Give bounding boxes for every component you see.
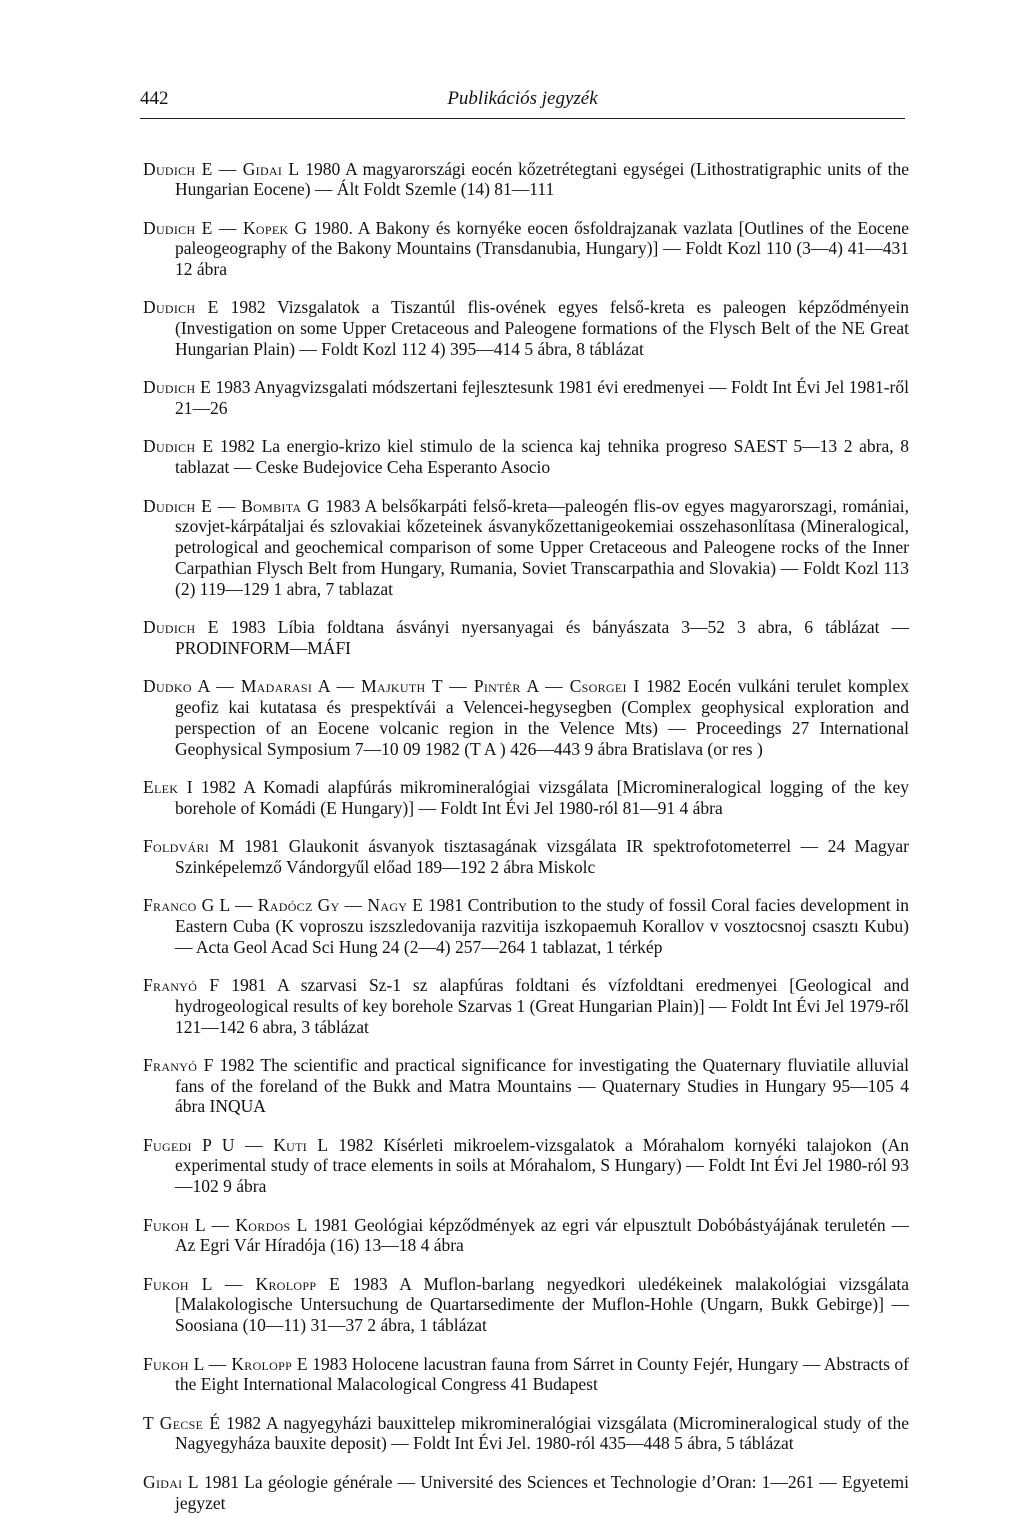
entry-text: 1982 Vizsgalatok a Tiszantúl flis-ovének egyes felső-kreta es paleogen képződményein (Investigation on some Upper Cretaceous and Paleogene formations of the Flysch Belt of the NE Great Hungarian Plain) — Foldt Kozl 112 4) 395—414 5 ábra, 8 táblázat: [175, 297, 909, 360]
entry-authors: T Gecse É: [143, 1412, 221, 1433]
bibliography-entry: [143, 1055, 909, 1117]
entry-authors: Dudich E — Kopek G: [143, 217, 308, 238]
entry-authors: Gidai L: [143, 1471, 199, 1492]
bibliography-entry: [143, 159, 909, 201]
entry-text: 1981 A szarvasi Sz-1 sz alapfúras foldtani és vízfoldtani eredmenyei [Geological and hydrogeological results of key borehole Szarvas 1 (Great Hungarian Plain)] — Foldt Int Évi Jel 1979-ről 121—142 6 abra, 3 táblázat: [175, 974, 909, 1037]
entry-text: 1981 Glaukonit ásvanyok tisztasagának vizsgálata IR spektrofotometerrel — 24 Magyar Szinképelemző Vándorgyűl előad 189—192 2 ábra Miskolc: [175, 835, 909, 877]
entry-authors: Elek I: [143, 776, 193, 797]
entry-text: 1982 La energio-krizo kiel stimulo de la scienca kaj tehnika progreso SAEST 5—13 2 abra, 8 tablazat — Ceske Budejovice Ceha Esperanto Asocio: [175, 436, 909, 478]
bibliography-entry: [143, 218, 909, 280]
entry-authors: Franco G L — Radócz Gy — Nagy E: [143, 895, 424, 916]
entry-authors: Franyó F: [143, 974, 220, 995]
bibliography-entry: [143, 1413, 909, 1455]
page-number: 442: [140, 88, 169, 109]
running-title: Publikációs jegyzék: [447, 88, 598, 109]
entry-text: 1983 A Muflon-barlang negyedkori uledékeinek malakológiai vizsgálata [Malakologische Untersuchung de Quartarsedimente der Muflon-Hohle (Ungarn, Bukk Gebirge)] — Soosiana (10—11) 31—37 2 ábra, 1 táblázat: [175, 1273, 910, 1336]
bibliography-entry: [143, 617, 909, 659]
entry-authors: Dudich E: [143, 436, 214, 457]
entry-text: 1982 Kísérleti mikroelem-vizsgalatok a Mórahalom kornyéki talajokon (An experimental study of trace elements in soils at Mórahalom, S Hungary) — Foldt Int Évi Jel 1980-ról 93—102 9 ábra: [175, 1134, 909, 1197]
entry-authors: Dudich E: [143, 617, 219, 638]
entry-text: 1983 Anyagvizsgalati módszertani fejlesztesunk 1981 évi eredmenyei — Foldt Int Évi Jel 1981-ről 21—26: [175, 377, 909, 419]
entry-text: 1981 La géologie générale — Université des Sciences et Technologie d’Oran: 1—261 — Egyetemi jegyzet: [175, 1471, 909, 1513]
bibliography-entry: [143, 1135, 909, 1197]
bibliography-list: [143, 141, 909, 1521]
bibliography-entry: [143, 1354, 909, 1396]
bibliography-entry: [143, 436, 909, 478]
bibliography-entry: [143, 496, 909, 600]
entry-authors: Dudich E — Bombita G: [143, 495, 320, 516]
bibliography-entry: [143, 676, 909, 759]
entry-authors: Fugedi P U — Kuti L: [143, 1134, 329, 1155]
entry-text: 1981 Geológiai képződmények az egri vár elpusztult Dobóbástyájának teruletén — Az Egri Vár Híradója (16) 13—18 4 ábra: [175, 1214, 909, 1256]
entry-text: 1983 Líbia foldtana ásványi nyersanyagai és bányászata 3—52 3 abra, 6 táblázat — PRODINFORM—MÁFI: [175, 617, 909, 658]
entry-text: 1980 A magyarországi eocén kőzetrétegtani egységei (Lithostratigraphic units of the Hungarian Eocene) — Ált Foldt Szemle (14) 81—111: [175, 158, 909, 200]
bibliography-entry: [143, 377, 909, 419]
bibliography-entry: [143, 895, 909, 957]
entry-text: 1980. A Bakony és kornyéke eocen ősfoldrajzanak vazlata [Outlines of the Eocene paleogeography of the Bakony Mountains (Transdanubia, Hungary)] — Foldt Kozl 110 (3—4) 41—431 12 ábra: [175, 217, 909, 280]
page-header: [140, 88, 905, 119]
entry-text: 1982 The scientific and practical significance for investigating the Quaternary fluviatile alluvial fans of the foreland of the Bukk and Matra Mountains — Quaternary Studies in Hungary 95—105 4 ábra INQUA: [175, 1054, 909, 1117]
entry-text: 1983 Holocene lacustran fauna from Sárret in County Fejér, Hungary — Abstracts of the Eight International Malacological Congress 41 Budapest: [175, 1353, 909, 1395]
bibliography-entry: [143, 777, 909, 819]
entry-text: 1982 Eocén vulkáni terulet komplex geofiz kai kutatasa és prespektívái a Velencei-hegysegben (Complex geophysical exploration and perspection of an Eocene volcanic region in the Velence Mts) — Proceedings 27 International Geophysical Symposium 7—10 09 1982 (T A ) 426—443 9 ábra Bratislava (or res ): [175, 676, 910, 759]
entry-authors: Franyó F: [143, 1054, 214, 1075]
entry-authors: Fukoh L — Kordos L: [143, 1214, 308, 1235]
entry-authors: Foldvári M: [143, 835, 235, 856]
bibliography-entry: [143, 297, 909, 359]
entry-authors: Fukoh L — Krolopp E: [143, 1273, 341, 1294]
bibliography-entry: [143, 975, 909, 1037]
entry-authors: Dudko A — Madarasi A — Majkuth T — Pintér A — Csorgei I: [143, 676, 640, 697]
entry-authors: Dudich E: [143, 297, 219, 318]
entry-authors: Dudich E — Gidai L: [143, 158, 300, 179]
entry-text: 1981 Contribution to the study of fossil Coral facies development in Eastern Cuba (K voproszu iszszledovanija razvitija iszkopaemuh Korallov v vosztocsnoj csasztı Kubu) — Acta Geol Acad Sci Hung 24 (2—4) 257—264 1 tablazat, 1 térkép: [175, 895, 910, 957]
bibliography-entry: [143, 836, 909, 878]
bibliography-entry: [143, 1215, 909, 1257]
entry-text: 1983 A belsőkarpáti felső-kreta—paleogén flis-ov egyes magyarorszagi, romániai, szovjet-kárpátaljai és szlovakiai kőzeteinek ásvanykőzettanigeokemiai osszehasonlítasa (Mineralogical, petrological and geochemical comparison of some Upper Cretaceous and Paleogene rocks of the Inner Carpathian Flysch Belt from Hungary, Rumania, Soviet Transcarpathia and Slovakia) — Foldt Kozl 113 (2) 119—129 1 abra, 7 tablazat: [175, 495, 909, 599]
bibliography-entry: [143, 1472, 909, 1514]
entry-text: 1982 A Komadi alapfúrás mikromineralógiai vizsgálata [Micromineralogical logging of the key borehole of Komádi (E Hungary)] — Foldt Int Évi Jel 1980-ról 81—91 4 ábra: [175, 776, 909, 818]
entry-text: 1982 A nagyegyházi bauxittelep mikromineralógiai vizsgálata (Micromineralogical study of the Nagyegyháza bauxite deposit) — Foldt Int Évi Jel. 1980-ról 435—448 5 ábra, 5 táblázat: [175, 1412, 909, 1454]
entry-authors: Dudich E: [143, 377, 212, 398]
entry-authors: Fukoh L — Krolopp E: [143, 1353, 308, 1374]
bibliography-entry: [143, 1274, 909, 1336]
